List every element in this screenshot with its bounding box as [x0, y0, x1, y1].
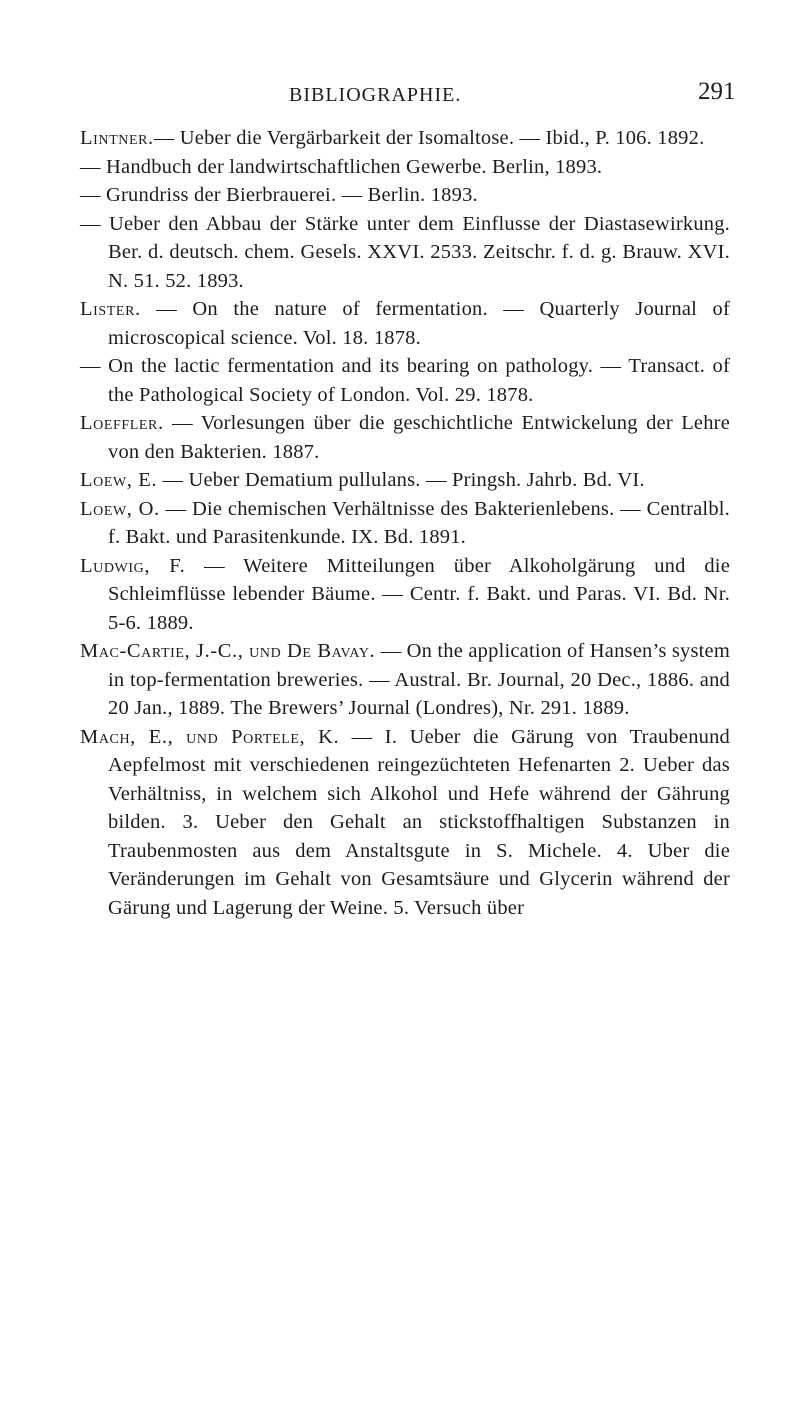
bibliography-entry — [80, 637, 730, 723]
bibliography-entry — [80, 295, 730, 352]
bibliography-entry — [80, 495, 730, 552]
entry-author: Ludwig, F. — [80, 554, 186, 577]
entry-text: — Grundriss der Bierbrauerei. — Berlin. 1893. — [80, 184, 478, 206]
entry-text: — Die chemischen Verhältnisse des Bakterienlebens. — Centralbl. f. Bakt. und Parasitenkunde. IX. Bd. 1891. — [108, 497, 731, 548]
entry-author: Loeffler. — [80, 412, 164, 434]
entry-text: — Handbuch der landwirtschaftlichen Gewerbe. Berlin, 1893. — [80, 155, 603, 178]
entry-text: — Ueber die Vergärbarkeit der Isomaltose. — Ibid., P. 106. 1892. — [153, 127, 705, 149]
bibliography-entry — [80, 210, 730, 296]
entry-text: — Ueber Dematium pullulans. — Pringsh. Jahrb. Bd. VI. — [162, 469, 645, 491]
entry-author: Lintner. — [80, 127, 154, 149]
entry-text: — Weitere Mitteilungen über Alkoholgärung und die Schleimflüsse lebender Bäume. — Centr. f. Bakt. und Paras. VI. Bd. Nr. 5-6. 1889. — [108, 554, 731, 634]
entry-text: — On the application of Hansen’s system in top-fermentation breweries. — Austral. Br. Journal, 20 Dec., 1886. and 20 Jan., 1889. The Brewers’ Journal (Londres), Nr. 291. 1889. — [108, 640, 730, 719]
entry-author: Lister. — [80, 298, 141, 320]
bibliography-list — [80, 124, 730, 922]
page-header — [0, 78, 801, 108]
entry-text: — Vorlesungen über die geschichtliche Entwickelung der Lehre von den Bakterien. 1887. — [108, 412, 730, 463]
bibliography-entry — [80, 409, 730, 466]
page-number: 291 — [698, 78, 736, 105]
bibliography-entry — [80, 552, 730, 638]
entry-author: Mach, E., und Portele, K. — [80, 725, 340, 748]
entry-text: — On the lactic fermentation and its bearing on pathology. — Transact. of the Pathological Society of London. Vol. 29. 1878. — [80, 355, 730, 406]
bibliography-entry — [80, 466, 730, 495]
bibliography-entry — [80, 723, 730, 923]
entry-text: — I. Ueber die Gärung von Traubenund Aepfelmost mit verschiedenen reingezüchteten Hefenarten 2. Ueber das Verhältniss, in welchem sich Alkohol und Hefe während der Gährung bilden. 3. Ueber den Gehalt an stickstoffhaltigen Substanzen in Traubenmosten aus dem Anstaltsgute in S. Michele. 4. Uber die Veränderungen im Gehalt von Gesamtsäure und Glycerin während der Gärung und Lagerung der Weine. 5. Versuch über — [108, 725, 730, 919]
entry-author: Loew, O. — [80, 497, 160, 520]
bibliography-entry — [80, 153, 730, 182]
running-title: BIBLIOGRAPHIE. — [289, 84, 462, 106]
entry-text: — Ueber den Abbau der Stärke unter dem Einflusse der Diastasewirkung. Ber. d. deutsch. chem. Gesels. XXVI. 2533. Zeitschr. f. d. g. Brauw. XVI. N. 51. 52. 1893. — [80, 212, 730, 292]
entry-author: Loew, E. — [80, 469, 158, 491]
bibliography-entry — [80, 352, 730, 409]
bibliography-entry — [80, 181, 730, 210]
entry-author: Mac-Cartie, J.-C., und De Bavay. — [80, 640, 376, 662]
entry-text: — On the nature of fermentation. — Quarterly Journal of microscopical science. Vol. 18. 1878. — [108, 298, 730, 349]
bibliography-entry — [80, 124, 730, 153]
